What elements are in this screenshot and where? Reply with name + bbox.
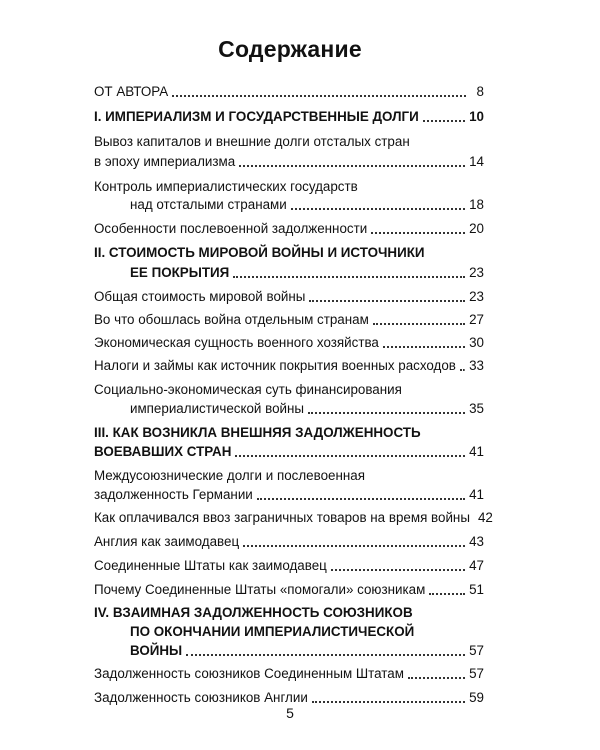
toc-entry-title: Почему Соединенные Штаты «помогали» союзникам xyxy=(94,582,426,597)
toc-page-number: 47 xyxy=(469,558,484,573)
toc-entry-title: Как оплачивался ввоз заграничных товаров на время войны xyxy=(94,510,470,525)
dot-leader xyxy=(291,208,465,210)
toc-page-number: 57 xyxy=(469,666,484,681)
toc-page-number: 51 xyxy=(469,582,484,597)
dot-leader xyxy=(172,95,466,97)
dot-leader xyxy=(312,701,465,703)
toc-entry xyxy=(94,485,484,505)
toc-page-number: 8 xyxy=(476,84,484,99)
toc-entry-title: Во что обошлась война отдельным странам xyxy=(94,312,369,327)
toc-entry-title: Социально-экономическая суть финансирования xyxy=(94,382,402,397)
toc-page-number: 23 xyxy=(469,289,484,304)
toc-entry xyxy=(94,508,493,528)
toc-entry xyxy=(94,152,484,172)
toc-page-number: 20 xyxy=(469,221,484,236)
toc-page-number: 30 xyxy=(469,335,484,350)
toc-entry-title: II. СТОИМОСТЬ МИРОВОЙ ВОЙНЫ И ИСТОЧНИКИ xyxy=(94,245,425,260)
toc-page-number: 33 xyxy=(469,358,484,373)
dot-leader xyxy=(331,569,465,571)
toc-page-number: 10 xyxy=(469,109,484,124)
toc-entry xyxy=(94,356,484,376)
toc-entry xyxy=(94,219,484,239)
dot-leader xyxy=(408,677,465,679)
toc-entry-title: Англия как заимодавец xyxy=(94,534,240,549)
toc-page-number: 59 xyxy=(469,690,484,705)
toc-entry-title: Вывоз капиталов и внешние долги отсталых стран xyxy=(94,134,410,149)
toc-section-heading xyxy=(130,641,484,661)
toc-entry-title: в эпоху империализма xyxy=(94,154,236,169)
toc-page-number: 14 xyxy=(469,154,484,169)
dot-leader xyxy=(308,412,465,414)
dot-leader xyxy=(186,654,465,656)
toc-entry xyxy=(94,556,484,576)
dot-leader xyxy=(243,545,465,547)
toc-entry-title: империалистической войны xyxy=(130,401,305,416)
dot-leader xyxy=(239,165,465,167)
toc-entry-title: Контроль империалистических государств xyxy=(94,179,358,194)
toc-entry xyxy=(94,333,484,353)
dot-leader xyxy=(423,120,465,122)
toc-entry xyxy=(94,287,484,307)
toc-page-number: 41 xyxy=(469,444,484,459)
toc-entry-title: ОТ АВТОРА xyxy=(94,84,169,99)
toc-entry-title: Особенности послевоенной задолженности xyxy=(94,221,368,236)
toc-entry-title: ВОЙНЫ xyxy=(130,643,183,658)
toc-entry-title: задолженность Германии xyxy=(94,487,253,502)
dot-leader xyxy=(429,593,465,595)
dot-leader xyxy=(373,323,465,325)
toc-entry-title: III. КАК ВОЗНИКЛА ВНЕШНЯЯ ЗАДОЛЖЕННОСТЬ xyxy=(94,425,421,440)
toc-entry-title: Экономическая сущность военного хозяйства xyxy=(94,335,379,350)
toc-entry-title: Задолженность союзников Соединенным Штатам xyxy=(94,666,404,681)
dot-leader xyxy=(233,276,465,278)
dot-leader xyxy=(257,498,465,500)
toc-section-heading xyxy=(130,263,484,283)
page-number: 5 xyxy=(286,705,294,721)
toc-entry xyxy=(94,310,484,330)
toc-page-number: 27 xyxy=(469,312,484,327)
toc-page-number: 23 xyxy=(469,265,484,280)
dot-leader xyxy=(371,232,465,234)
toc-entry-title: I. ИМПЕРИАЛИЗМ И ГОСУДАРСТВЕННЫЕ ДОЛГИ xyxy=(94,109,419,124)
toc-entry xyxy=(94,664,484,684)
toc-entry-title: ЕЕ ПОКРЫТИЯ xyxy=(130,265,230,280)
toc-entry-title: Задолженность союзников Англии xyxy=(94,690,308,705)
dot-leader xyxy=(383,346,465,348)
toc-entry-title: IV. ВЗАИМНАЯ ЗАДОЛЖЕННОСТЬ СОЮЗНИКОВ xyxy=(94,605,413,620)
toc-section-heading xyxy=(94,107,484,127)
toc-entry-title: Общая стоимость мировой войны xyxy=(94,289,306,304)
toc-page-number: 41 xyxy=(469,487,484,502)
toc-entry-title: ПО ОКОНЧАНИИ ИМПЕРИАЛИСТИЧЕСКОЙ xyxy=(130,624,415,639)
toc-entry-title: ВОЕВАВШИХ СТРАН xyxy=(94,444,232,459)
dot-leader xyxy=(460,369,465,371)
toc-entry-title: Налоги и займы как источник покрытия военных расходов xyxy=(94,358,456,373)
dot-leader xyxy=(309,300,465,302)
toc-entry-title: над отсталыми странами xyxy=(130,197,287,212)
toc-entry xyxy=(94,532,484,552)
toc-entry-title: Соединенные Штаты как заимодавец xyxy=(94,558,327,573)
toc-page-number: 43 xyxy=(469,534,484,549)
toc-page-number: 35 xyxy=(469,401,484,416)
toc-section-heading xyxy=(94,442,484,462)
toc-entry xyxy=(130,195,484,215)
page-title: Содержание xyxy=(218,36,362,62)
toc-entry xyxy=(94,82,484,102)
dot-leader xyxy=(235,455,465,457)
toc-entry xyxy=(130,399,484,419)
toc-page-number: 18 xyxy=(469,197,484,212)
toc-entry-title: Междусоюзнические долги и послевоенная xyxy=(94,468,365,483)
toc-entry xyxy=(94,580,484,600)
toc-page-number: 57 xyxy=(469,643,484,658)
toc-page-number: 42 xyxy=(477,510,493,525)
